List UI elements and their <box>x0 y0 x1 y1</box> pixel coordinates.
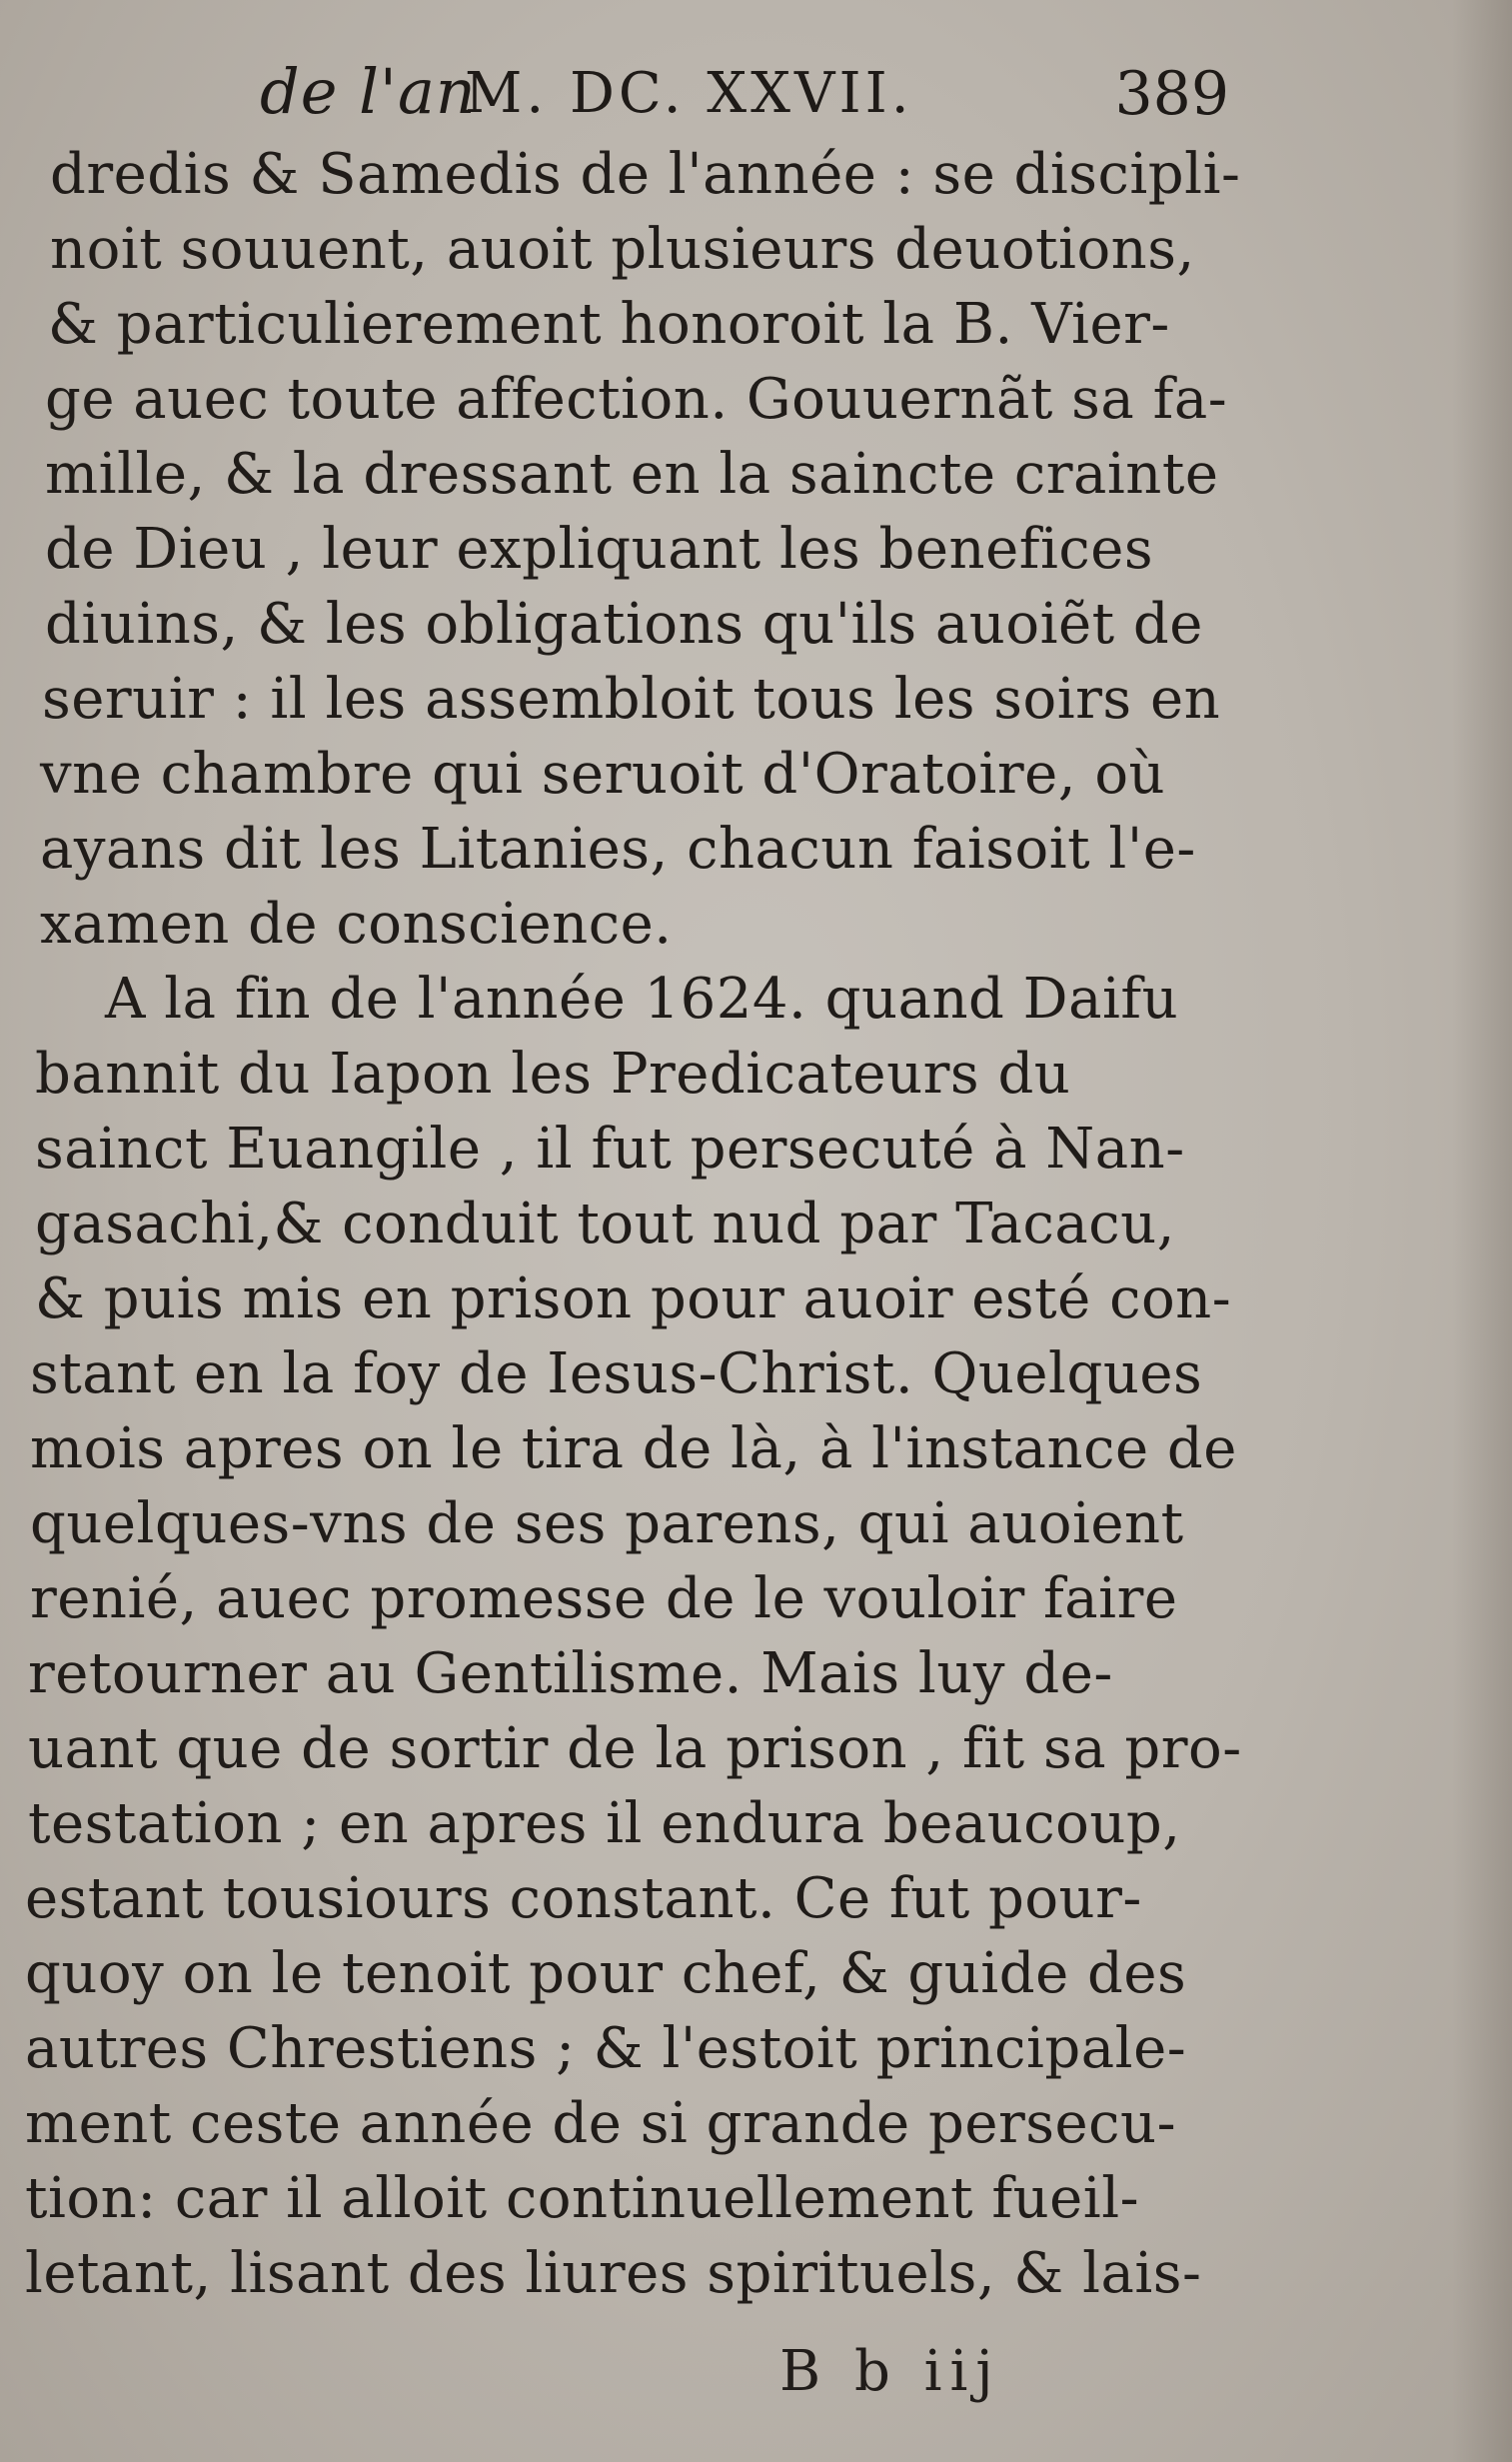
text-line: estant tousiours constant. Ce fut pour- <box>25 1866 1142 1931</box>
text-line: tion: car il alloit continuellement fueil- <box>25 2166 1140 2231</box>
text-line: de Dieu , leur expliquant les benefices <box>45 517 1154 582</box>
text-line: xamen de conscience. <box>40 892 673 957</box>
running-head-left: de l'an <box>260 55 477 128</box>
text-line: testation ; en apres il endura beaucoup, <box>28 1791 1181 1856</box>
text-line: mois apres on le tira de là, à l'instance de <box>30 1416 1237 1481</box>
text-line: quoy on le tenoit pour chef, & guide des <box>25 1941 1187 2006</box>
text-line: gasachi,& conduit tout nud par Tacacu, <box>35 1192 1175 1256</box>
signature-mark: B b iij <box>779 2339 1001 2404</box>
text-line: stant en la foy de Iesus-Christ. Quelques <box>30 1341 1203 1406</box>
text-line: mille, & la dressant en la saincte crainte <box>45 442 1219 507</box>
text-line: ge auec toute affection. Gouuernãt sa fa- <box>45 367 1228 432</box>
text-line: retourner au Gentilisme. Mais luy de- <box>28 1641 1113 1706</box>
page-number: 389 <box>1114 59 1229 129</box>
text-line: seruir : il les assembloit tous les soirs en <box>42 667 1221 732</box>
text-line: renié, auec promesse de le vouloir faire <box>30 1566 1178 1631</box>
running-head-year: M. DC. XXVII. <box>465 61 913 126</box>
text-line: autres Chrestiens ; & l'estoit principale- <box>25 2016 1187 2081</box>
text-line: noit souuent, auoit plusieurs deuotions, <box>50 217 1195 282</box>
text-line: uant que de sortir de la prison , fit sa pro- <box>28 1716 1242 1781</box>
page-edge-shadow <box>1452 0 1512 2462</box>
text-line: vne chambre qui seruoit d'Oratoire, où <box>40 742 1166 807</box>
text-line: & particulierement honoroit la B. Vier- <box>48 292 1170 357</box>
text-line: letant, lisant des liures spirituels, & lais- <box>25 2241 1202 2306</box>
text-line: diuins, & les obligations qu'ils auoiẽt de <box>45 592 1203 657</box>
text-line: dredis & Samedis de l'année : se discipli- <box>50 142 1241 207</box>
text-line: ment ceste année de si grande persecu- <box>25 2091 1176 2156</box>
text-line: ayans dit les Litanies, chacun faisoit l'e- <box>40 817 1196 882</box>
text-line: sainct Euangile , il fut persecuté à Nan- <box>35 1117 1185 1182</box>
text-line: & puis mis en prison pour auoir esté con- <box>35 1266 1232 1331</box>
text-line: quelques-vns de ses parens, qui auoient <box>30 1491 1184 1556</box>
paragraph-first-line: A la fin de l'année 1624. quand Daifu <box>105 967 1179 1032</box>
text-line: bannit du Iapon les Predicateurs du <box>35 1042 1071 1107</box>
